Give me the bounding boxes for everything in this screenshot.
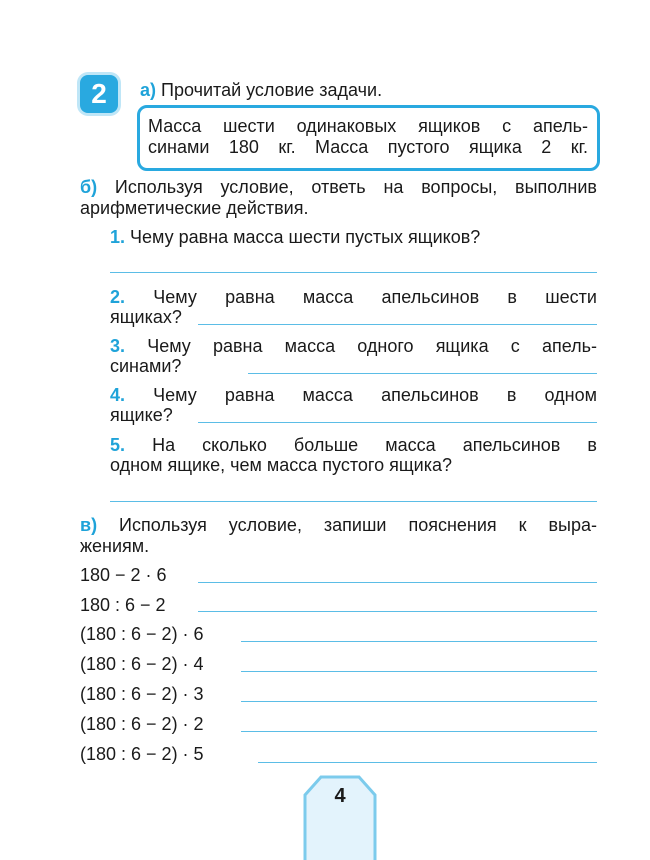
expression-4: (180 : 6 − 2) · 4 — [80, 654, 204, 674]
answer-line-2[interactable] — [198, 324, 597, 325]
question-4: 4. Чему равна масса апельсинов в одном — [110, 385, 597, 405]
question-3-cont: синами? — [110, 356, 182, 376]
question-1: 1. Чему равна масса шести пустых ящиков? — [110, 227, 481, 247]
expression-answer-line-3[interactable] — [241, 641, 597, 642]
expression-answer-line-5[interactable] — [241, 701, 597, 702]
answer-line-5[interactable] — [110, 501, 597, 502]
expression-3: (180 : 6 − 2) · 6 — [80, 624, 204, 644]
expression-6: (180 : 6 − 2) · 2 — [80, 714, 204, 734]
page-number: 4 — [334, 785, 346, 807]
expression-answer-line-1[interactable] — [198, 582, 597, 583]
expression-answer-line-6[interactable] — [241, 731, 597, 732]
part-b-line-2: арифметические действия. — [80, 198, 309, 218]
condition-line-2: синами 180 кг. Масса пустого ящика 2 кг. — [148, 137, 588, 157]
task-number-badge: 2 — [80, 75, 118, 113]
expression-1: 180 − 2 · 6 — [80, 565, 167, 585]
question-2: 2. Чему равна масса апельсинов в шести — [110, 287, 597, 307]
answer-line-1[interactable] — [110, 272, 597, 273]
answer-line-3[interactable] — [248, 373, 597, 374]
answer-line-4[interactable] — [198, 422, 597, 423]
condition-line-1: Масса шести одинаковых ящиков с апель- — [148, 116, 588, 136]
expression-7: (180 : 6 − 2) · 5 — [80, 744, 204, 764]
expression-answer-line-4[interactable] — [241, 671, 597, 672]
expression-5: (180 : 6 − 2) · 3 — [80, 684, 204, 704]
question-4-cont: ящике? — [110, 405, 173, 425]
part-c-line-2: жениям. — [80, 536, 150, 556]
question-5: 5. На сколько больше масса апельсинов в — [110, 435, 597, 455]
part-c-line-1: в) Используя условие, запиши пояснения к выра- — [80, 515, 597, 535]
expression-2: 180 : 6 − 2 — [80, 595, 166, 615]
question-5-cont: одном ящике, чем масса пустого ящика? — [110, 455, 452, 475]
question-2-cont: ящиках? — [110, 307, 182, 327]
part-b-line-1: б) Используя условие, ответь на вопросы, выполнив — [80, 177, 597, 197]
part-a-heading: а) Прочитай условие задачи. — [140, 80, 383, 100]
expression-answer-line-2[interactable] — [198, 611, 597, 612]
question-3: 3. Чему равна масса одного ящика с апель- — [110, 336, 597, 356]
expression-answer-line-7[interactable] — [258, 762, 597, 763]
